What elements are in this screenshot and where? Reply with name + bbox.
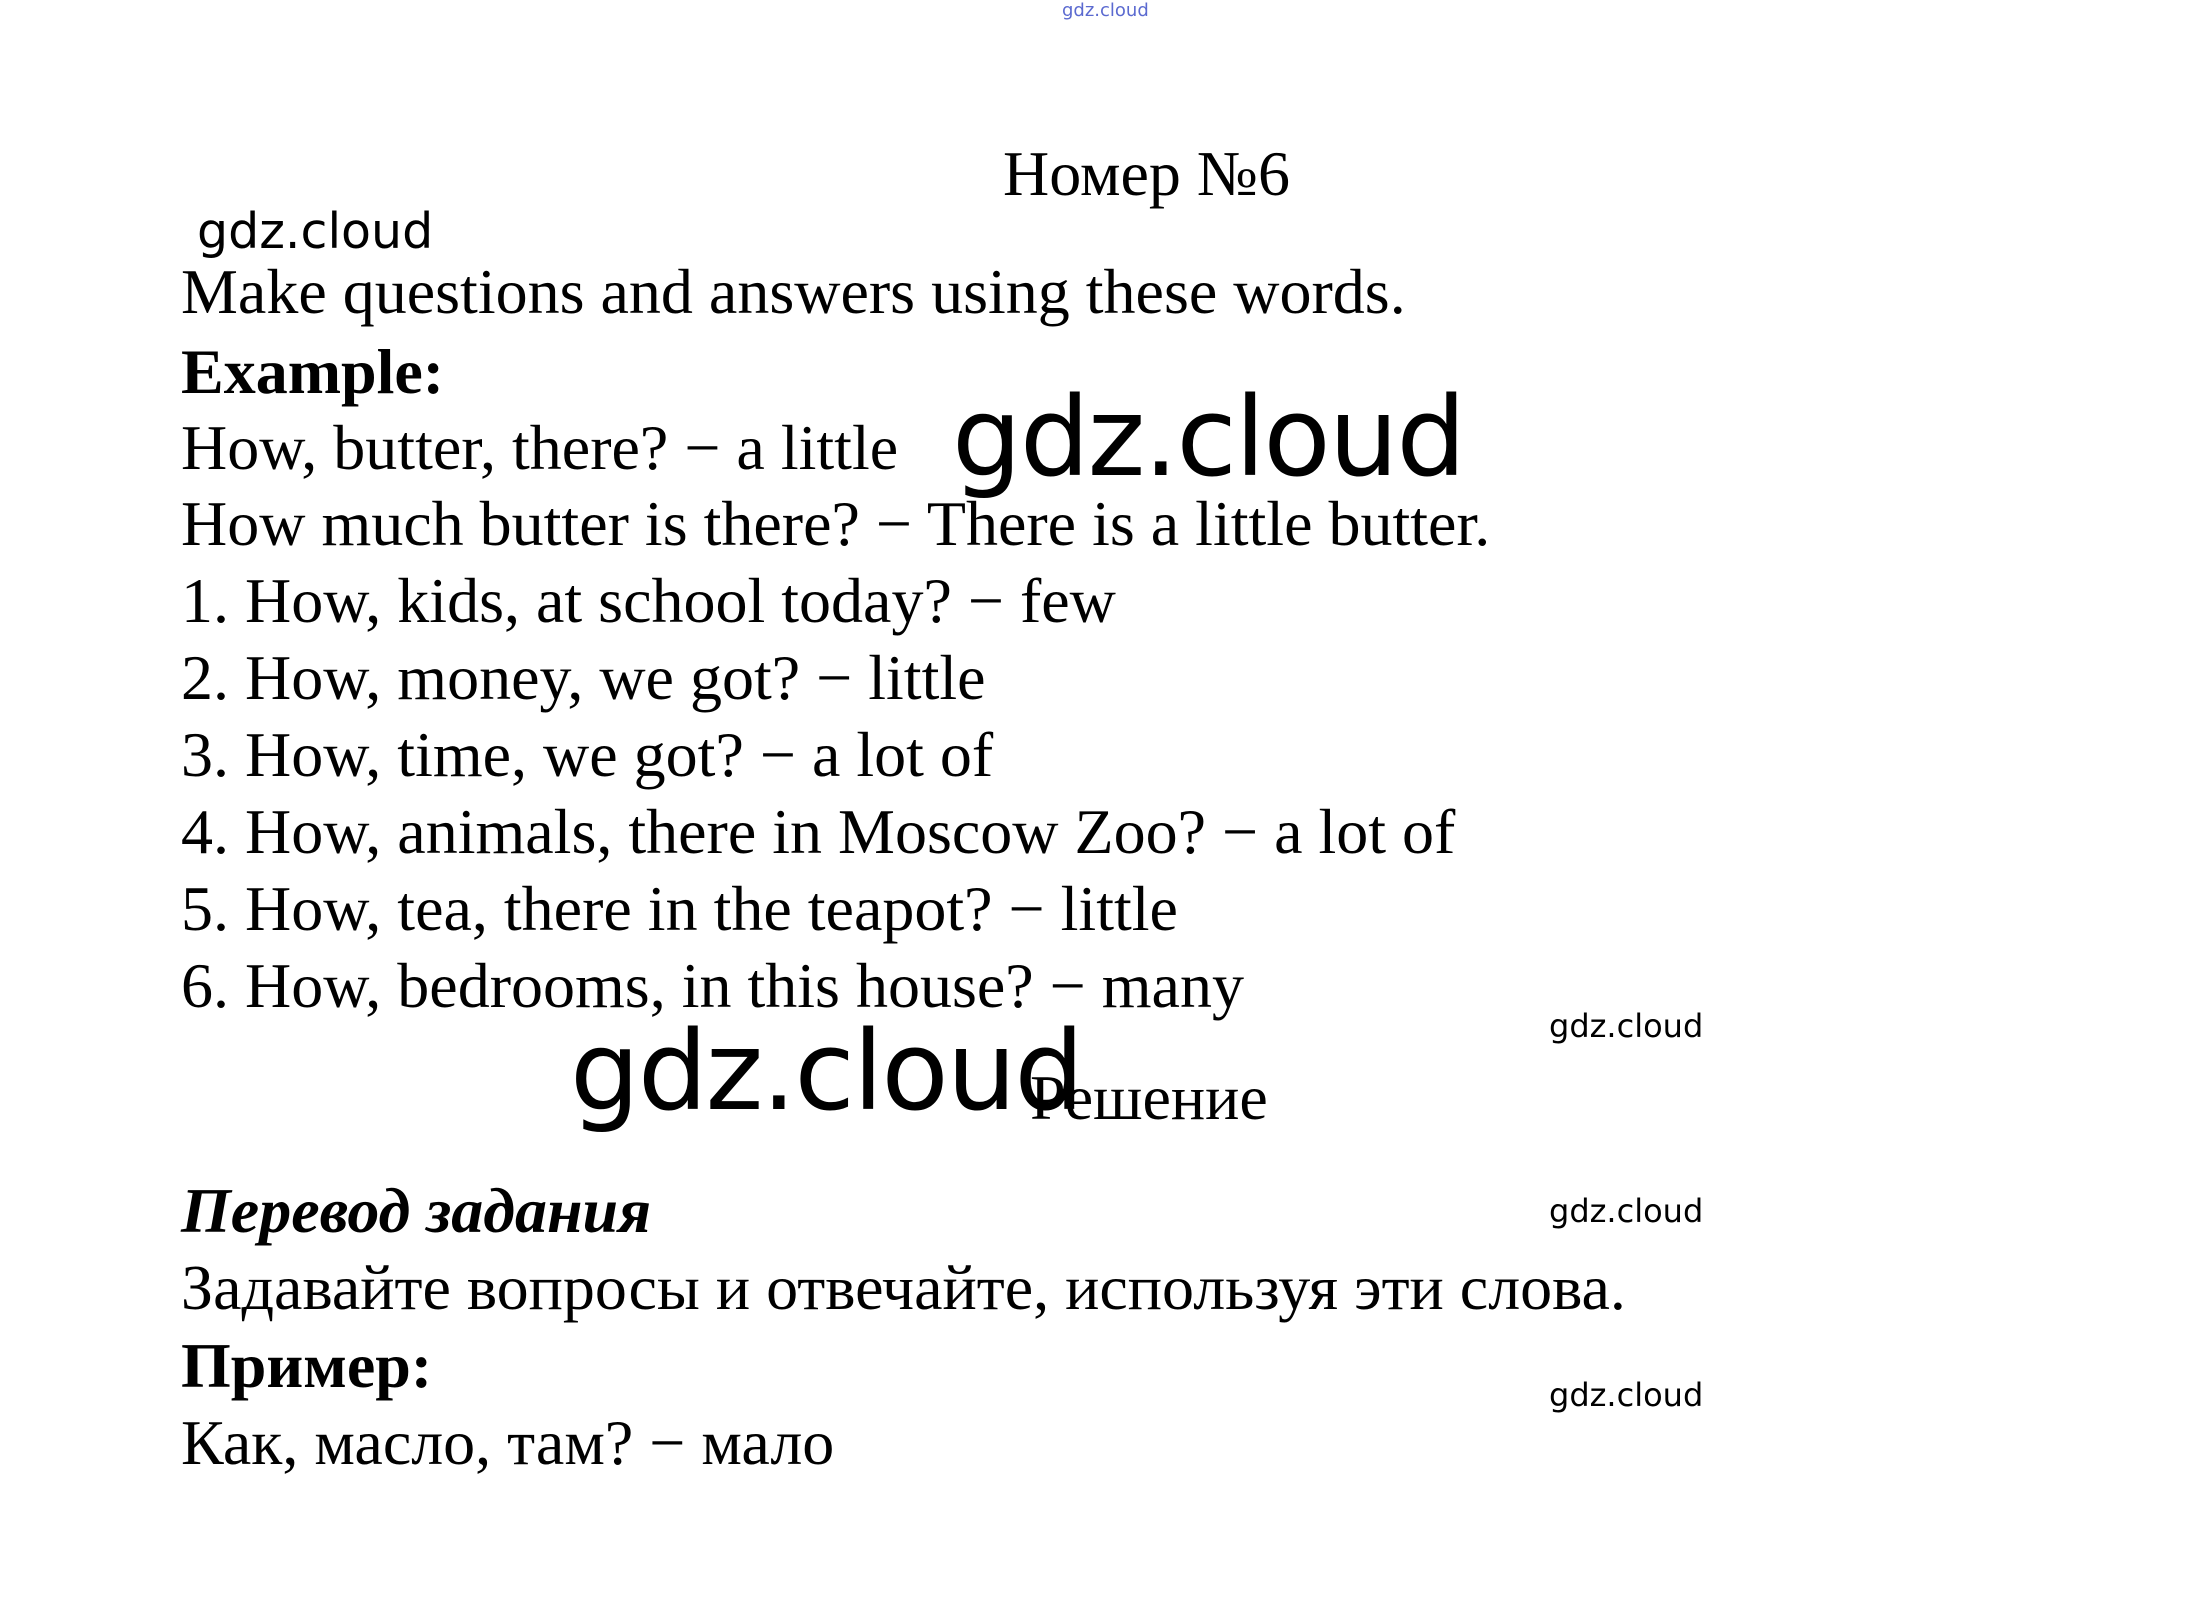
watermark-small-2: gdz.cloud: [1549, 1192, 1704, 1230]
translation-example-label: Пример:: [181, 1330, 433, 1401]
translation-example-prompt: Как, масло, там? − мало: [181, 1407, 835, 1478]
task-item-5: 5. How, tea, there in the teapot? − little: [181, 873, 1178, 944]
example-label: Example:: [181, 336, 445, 407]
translation-instruction: Задавайте вопросы и отвечайте, используя эти слова.: [181, 1252, 1626, 1323]
task-item-2: 2. How, money, we got? − little: [181, 642, 986, 713]
task-item-1: 1. How, kids, at school today? − few: [181, 565, 1116, 636]
watermark-top: gdz.cloud: [1062, 0, 1149, 21]
page-title: Номер №6: [1003, 138, 1290, 209]
solution-label: Решение: [1030, 1062, 1268, 1133]
watermark-left: gdz.cloud: [197, 203, 434, 260]
translation-heading: Перевод задания: [181, 1175, 652, 1246]
example-answer: How much butter is there? − There is a little butter.: [181, 488, 1491, 559]
example-prompt: How, butter, there? − a little: [181, 412, 899, 483]
task-item-6: 6. How, bedrooms, in this house? − many: [181, 950, 1244, 1021]
watermark-small-1: gdz.cloud: [1549, 1007, 1704, 1045]
watermark-big-1: gdz.cloud: [952, 373, 1465, 501]
watermark-small-3: gdz.cloud: [1549, 1376, 1704, 1414]
task-item-3: 3. How, time, we got? − a lot of: [181, 719, 994, 790]
task-instruction: Make questions and answers using these words.: [181, 256, 1406, 327]
watermark-big-2: gdz.cloud: [570, 1007, 1083, 1135]
task-item-4: 4. How, animals, there in Moscow Zoo? − a lot of: [181, 796, 1456, 867]
